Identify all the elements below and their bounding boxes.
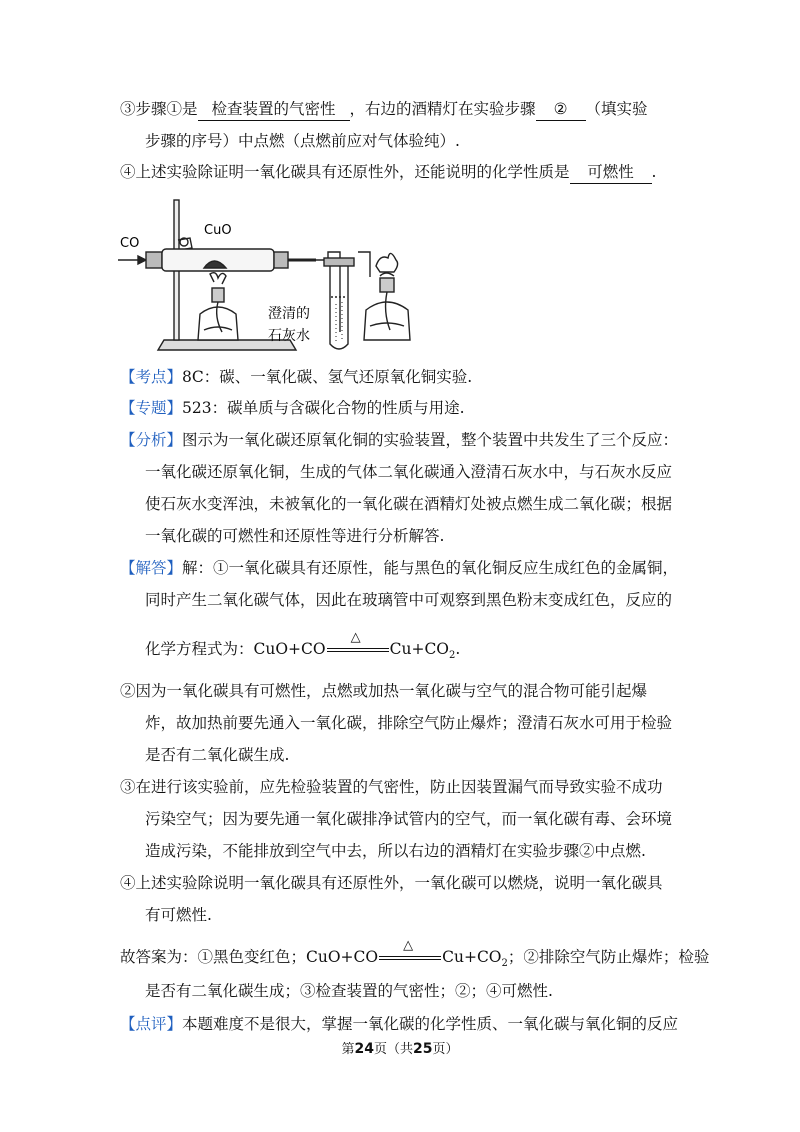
answer-line1: [120, 938, 710, 975]
answer-line2: 是否有二氧化碳生成；③检查装置的气密性；②；④可燃性.: [145, 982, 553, 1000]
q3-line1: [120, 98, 648, 121]
fenxi-line1: [120, 429, 678, 451]
answer-text-b: Cu+CO: [442, 948, 502, 966]
page-number: 24: [354, 1041, 374, 1057]
answer-text-c: ；②排除空气防止爆炸；检验: [507, 948, 710, 966]
limewater-label-2: 石灰水: [268, 328, 310, 344]
zhuanti-tag: 【专题】: [120, 399, 183, 417]
equation-1-arrow: [327, 630, 389, 657]
page-footer: [0, 1038, 800, 1057]
fenxi-tag: 【分析】: [120, 431, 183, 449]
cuo-label: CuO: [204, 223, 232, 238]
q3-line2: 步骤的序号）中点燃（点燃前应对气体验纯）.: [145, 132, 460, 150]
q4-period: .: [651, 163, 657, 181]
equation-1: [145, 630, 461, 667]
footer-post: 页）: [432, 1042, 459, 1057]
footer-mid: 页（共: [373, 1042, 413, 1057]
equation-1-end: .: [455, 640, 461, 658]
equation-1-right: Cu+CO: [389, 640, 450, 658]
fenxi-line2: 一氧化碳还原氧化铜，生成的气体二氧化碳通入澄清石灰水中，与石灰水反应: [145, 463, 673, 481]
q3-blank1: 检查装置的气密性: [198, 98, 350, 121]
heat-condition-2: △: [403, 938, 414, 953]
q4-line: [120, 161, 656, 184]
dianping-tag: 【点评】: [120, 1015, 183, 1033]
answer-sub: 2: [501, 958, 508, 970]
equation-1-left: 化学方程式为：CuO+CO: [145, 640, 326, 658]
page-total: 25: [413, 1041, 433, 1057]
fenxi-line3: 使石灰水变浑浊，未被氧化的一氧化碳在酒精灯处被点燃生成二氧化碳；根据: [145, 495, 673, 513]
dianping-line: [120, 1013, 678, 1035]
co-label: CO: [120, 236, 140, 251]
zhuanti-text: 523：碳单质与含碳化合物的性质与用途.: [182, 399, 465, 417]
jieda-text-1: 解：①一氧化碳具有还原性，能与黑色的氧化铜反应生成红色的金属铜，: [182, 559, 679, 577]
limewater-label-1: 澄清的: [268, 306, 310, 322]
jieda-p4-line1: ④上述实验除说明一氧化碳具有还原性外，一氧化碳可以燃烧，说明一氧化碳具: [120, 874, 663, 892]
kaodian-text: 8C：碳、一氧化碳、氢气还原氧化铜实验.: [182, 368, 473, 386]
jieda-line2: 同时产生二氧化碳气体，因此在玻璃管中可观察到黑色粉末变成红色，反应的: [145, 591, 673, 609]
q4-text: ④上述实验除证明一氧化碳具有还原性外，还能说明的化学性质是: [120, 163, 570, 181]
heat-condition-1: △: [350, 630, 361, 645]
dianping-text: 本题难度不是很大，掌握一氧化碳的化学性质、一氧化碳与氧化铜的反应: [182, 1015, 679, 1033]
jieda-line1: [120, 557, 678, 579]
answer-text-a: 故答案为：①黑色变红色；CuO+CO: [120, 948, 379, 966]
kaodian-tag: 【考点】: [120, 368, 183, 386]
jieda-p2-line1: ②因为一氧化碳具有可燃性，点燃或加热一氧化碳与空气的混合物可能引起爆: [120, 682, 648, 700]
equation-2-arrow: [379, 938, 441, 965]
fenxi-text-1: 图示为一氧化碳还原氧化铜的实验装置，整个装置中共发生了三个反应：: [182, 431, 679, 449]
footer-pre: 第: [341, 1042, 355, 1057]
apparatus-figure: [118, 192, 418, 362]
jieda-p3-line1: ③在进行该实验前，应先检验装置的气密性，防止因装置漏气而导致实验不成功: [120, 778, 663, 796]
kaodian-line: [120, 366, 472, 388]
q3-text-c: （填实验: [585, 100, 648, 118]
zhuanti-line: [120, 397, 465, 419]
q3-text-a: ③步骤①是: [120, 100, 198, 118]
jieda-tag: 【解答】: [120, 559, 183, 577]
equation-1-sub: 2: [449, 650, 456, 662]
jieda-p2-line2: 炸，故加热前要先通入一氧化碳，排除空气防止爆炸；澄清石灰水可用于检验: [145, 714, 673, 732]
fenxi-line4: 一氧化碳的可燃性和还原性等进行分析解答.: [145, 527, 445, 545]
q4-blank: 可燃性: [570, 161, 652, 184]
jieda-p3-line3: 造成污染，不能排放到空气中去，所以右边的酒精灯在实验步骤②中点燃.: [145, 842, 646, 860]
jieda-p2-line3: 是否有二氧化碳生成.: [145, 746, 290, 764]
jieda-p3-line2: 污染空气；因为要先通一氧化碳排净试管内的空气，而一氧化碳有毒、会环境: [145, 810, 673, 828]
q3-blank2: ②: [536, 98, 586, 121]
q3-text-b: ，右边的酒精灯在实验步骤: [349, 100, 536, 118]
jieda-p4-line2: 有可燃性.: [145, 906, 212, 924]
